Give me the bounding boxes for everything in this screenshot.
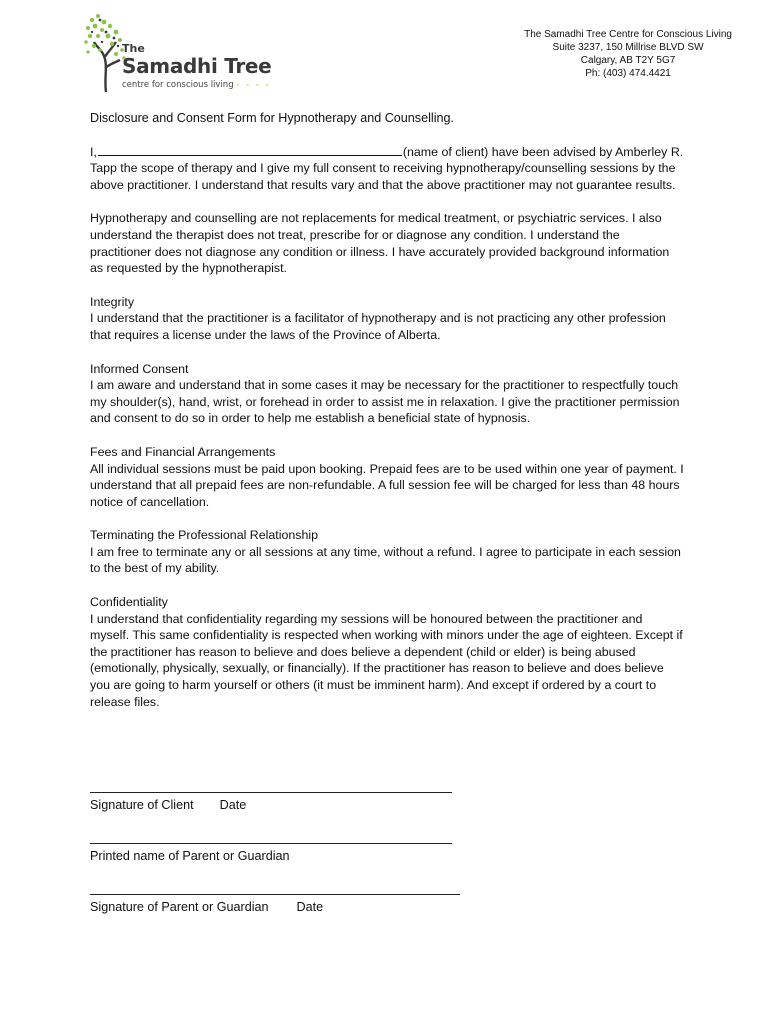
client-signature-label — [90, 798, 452, 812]
guardian-name-line[interactable] — [90, 843, 452, 844]
section-integrity — [90, 294, 684, 344]
guardian-signature-block — [90, 894, 460, 914]
form-title: Disclosure and Consent Form for Hypnotherapy and Counselling. — [90, 111, 455, 125]
guardian-name-label: Printed name of Parent or Guardian — [90, 849, 290, 863]
section-informed-consent — [90, 361, 684, 427]
consent-form-body — [90, 110, 684, 727]
section-heading: Confidentiality — [90, 595, 168, 610]
section-heading: Integrity — [90, 294, 135, 309]
address-line: Calgary, AB T2Y 5G7 — [580, 55, 676, 66]
consent-statement — [90, 143, 684, 194]
section-body: All individual sessions must be paid upon booking. Prepaid fees are to be used within one year of payment. I understand that all prepaid fees are non-refundable. A full session fee will be charged for less than 48 hours notice of cancellation. — [90, 461, 684, 509]
client-name-field[interactable] — [98, 143, 402, 156]
logo-dots: - - - - — [236, 80, 271, 90]
client-signature-line[interactable] — [90, 792, 452, 793]
section-heading: Terminating the Professional Relationship — [90, 528, 318, 543]
consent-text: (name of client) have been advised by Amberley R. Tapp the scope of therapy and I give my full consent to receiving hypnotherapy/counselling sessions by the above practitioner. I understand that results vary and that the above practitioner may not guarantee results. — [90, 144, 684, 192]
guardian-date-label: Date — [296, 900, 324, 914]
section-heading: Informed Consent — [90, 361, 189, 376]
consent-prefix: I, — [90, 144, 97, 159]
address-line: Suite 3237, 150 Millrise BLVD SW — [552, 42, 704, 53]
section-body: I understand that the practitioner is a facilitator of hypnotherapy and is not practicing any other profession that requires a license under the laws of the Province of Alberta. — [90, 311, 666, 342]
section-body: I am aware and understand that in some cases it may be necessary for the practitioner to respectfully touch my shoulder(s), hand, wrist, or forehead in order to assist me in relaxation. I give the practitioner permission and consent to do so in order to help me establish a beneficial state of hypnosis. — [90, 378, 680, 426]
logo-the: The — [122, 42, 145, 55]
section-confidentiality — [90, 594, 684, 710]
address-line: The Samadhi Tree Centre for Conscious Living — [524, 29, 732, 40]
address-line: Ph: (403) 474.4421 — [585, 68, 671, 79]
logo-tagline — [122, 80, 271, 90]
client-signature-text: Signature of Client — [90, 798, 194, 812]
guardian-signature-line[interactable] — [90, 894, 460, 895]
section-fees — [90, 444, 684, 510]
client-signature-block — [90, 792, 452, 812]
logo-name: Samadhi Tree — [122, 54, 272, 78]
section-body: I understand that confidentiality regarding my sessions will be honoured between the practitioner and myself. This same confidentiality is respected when working with minors under the age of eighteen. Except if the practitioner has reason to believe and does believe a dependent (child or elder) is being abused (emotionally, physically, sexually, or financially). If the practitioner has reason to believe and does believe you are going to harm yourself or others (it must be imminent harm). And except if ordered by a court to release files. — [90, 611, 683, 709]
guardian-name-block — [90, 843, 452, 863]
section-body: I am free to terminate any or all sessions at any time, without a refund. I agree to participate in each session to the best of my ability. — [90, 544, 681, 576]
guardian-signature-label — [90, 900, 460, 914]
client-date-label: Date — [219, 798, 247, 812]
guardian-signature-text: Signature of Parent or Guardian — [90, 900, 269, 914]
samadhi-tree-logo — [82, 12, 272, 94]
section-terminating — [90, 527, 684, 577]
section-heading: Fees and Financial Arrangements — [90, 444, 276, 459]
disclaimer-paragraph: Hypnotherapy and counselling are not replacements for medical treatment, or psychiatric services. I also understand the therapist does not treat, prescribe for or diagnose any condition. I understand the practitioner does not diagnose any condition or illness. I have accurately provided background information as requested by the hypnotherapist. — [90, 211, 670, 276]
address-block — [524, 28, 732, 80]
logo-tagline-text: centre for conscious living — [122, 80, 234, 90]
